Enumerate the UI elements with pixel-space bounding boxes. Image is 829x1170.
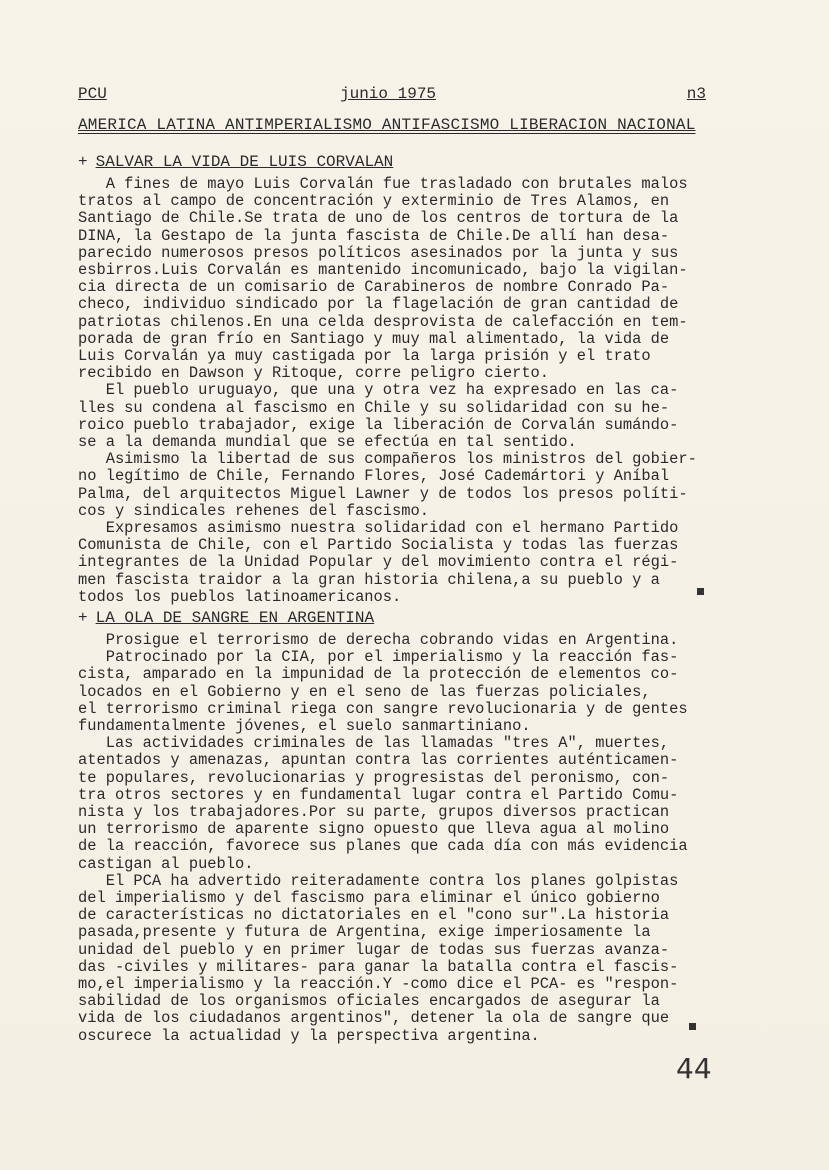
body-line: porada de gran frío en Santiago y muy mal alimentado, la vida de [78, 329, 670, 348]
article1-body [78, 176, 758, 606]
body-line: oscurece la actualidad y la perspectiva argentina. [78, 1026, 540, 1045]
body-line: Prosigue el terrorismo de derecha cobrando vidas en Argentina. [78, 631, 679, 649]
body-line: no legítimo de Chile, Fernando Flores, José Cademártori y Aníbal [78, 467, 670, 486]
body-line: del imperialismo y del fascismo para eliminar el único gobierno [78, 889, 660, 908]
body-line: A fines de mayo Luis Corvalán fue trasladado con brutales malos [78, 175, 688, 193]
article1-heading [78, 152, 393, 172]
body-line: recibido en Dawson y Ritoque, corre peligro cierto. [78, 364, 550, 383]
body-line: todos los pueblos latinoamericanos. [78, 587, 402, 606]
body-line: castigan al pueblo. [78, 854, 254, 873]
body-line: Las actividades criminales de las llamadas "tres A", muertes, [78, 734, 670, 753]
body-line: vida de los ciudadanos argentinos", detener la ola de sangre que [78, 1009, 670, 1028]
body-line: sabilidad de los organismos oficiales encargados de asegurar la [78, 992, 660, 1011]
body-line: lles su condena al fascismo en Chile y su solidaridad con su he- [78, 398, 670, 417]
header-publication: PCU [78, 85, 107, 103]
body-line: tra otros sectores y en fundamental lugar contra el Partido Comu- [78, 785, 679, 804]
article2-body [78, 632, 758, 1045]
body-line: de la reacción, favorece sus planes que cada día con más evidencia [78, 837, 688, 856]
body-line: locados en el Gobierno y en el seno de las fuerzas policiales, [78, 682, 651, 701]
header-issue-number: n3 [686, 85, 706, 103]
body-line: Comunista de Chile, con el Partido Socialista y todas las fuerzas [78, 536, 679, 555]
body-line: se a la demanda mundial que se efectúa en tal sentido. [78, 433, 577, 452]
body-line: mo,el imperialismo y la reacción.Y -como dice el PCA- es "respon- [78, 975, 679, 994]
body-line: te populares, revolucionarias y progresistas del peronismo, con- [78, 768, 670, 787]
header-date: junio 1975 [340, 85, 437, 103]
article1-end-mark [697, 588, 704, 595]
body-line: un terrorismo de aparente signo opuesto que lleva agua al molino [78, 820, 670, 839]
section-title: AMERICA LATINA ANTIMPERIALISMO ANTIFASCISMO LIBERACION NACIONAL [78, 116, 696, 134]
body-line: atentados y amenazas, apuntan contra las corrientes auténticamen- [78, 751, 679, 770]
body-line: el terrorismo criminal riega con sangre revolucionaria y de gentes [78, 699, 688, 718]
article2-end-mark [689, 1023, 696, 1030]
body-line: tratos al campo de concentración y exterminio de Tres Alamos, en [78, 192, 670, 211]
body-line: pasada,presente y futura de Argentina, exige imperiosamente la [78, 923, 651, 942]
article2-title: LA OLA DE SANGRE EN ARGENTINA [95, 609, 375, 627]
body-line: de características no dictatoriales en el "cono sur".La historia [78, 906, 670, 925]
body-line: Asimismo la libertad de sus compañeros los ministros del gobier- [78, 450, 697, 469]
body-line: cos y sindicales rehenes del fascismo. [78, 501, 429, 520]
body-line: El pueblo uruguayo, que una y otra vez ha expresado en las ca- [78, 381, 679, 400]
body-line: parecido numerosos presos políticos asesinados por la junta y sus [78, 243, 679, 262]
body-line: nista y los trabajadores.Por su parte, grupos diversos practican [78, 803, 670, 822]
body-line: El PCA ha advertido reiteradamente contra los planes golpistas [78, 871, 679, 890]
body-line: integrantes de la Unidad Popular y del movimiento contra el régi- [78, 553, 679, 572]
body-line: Patrocinado por la CIA, por el imperialismo y la reacción fas- [78, 648, 679, 667]
article2-heading [78, 608, 374, 628]
body-line: cista, amparado en la impunidad de la protección de elementos co- [78, 665, 679, 684]
body-line: DINA, la Gestapo de la junta fascista de Chile.De allí han desa- [78, 226, 670, 245]
article2-bullet: + [78, 609, 88, 627]
body-line: Palma, del arquitectos Miguel Lawner y de todos los presos políti- [78, 484, 688, 503]
body-line: men fascista traidor a la gran historia chilena,a su pueblo y a [78, 570, 660, 589]
article1-bullet: + [78, 153, 88, 171]
body-line: patriotas chilenos.En una celda desprovista de calefacción en tem- [78, 312, 688, 331]
body-line: cia directa de un comisario de Carabineros de nombre Conrado Pa- [78, 278, 670, 297]
page-number: 44 [676, 1052, 712, 1085]
page-header [78, 84, 706, 104]
body-line: esbirros.Luis Corvalán es mantenido incomunicado, bajo la vigilan- [78, 261, 688, 280]
body-line: unidad del pueblo y en primer lugar de todas sus fuerzas avanza- [78, 940, 670, 959]
body-line: checo, individuo sindicado por la flagelación de gran cantidad de [78, 295, 679, 314]
body-line: Luis Corvalán ya muy castigada por la larga prisión y el trato [78, 347, 651, 366]
body-line: Santiago de Chile.Se trata de uno de los centros de tortura de la [78, 209, 679, 228]
body-line: das -civiles y militares- para ganar la batalla contra el fascis- [78, 957, 679, 976]
body-line: Expresamos asimismo nuestra solidaridad con el hermano Partido [78, 519, 679, 538]
body-line: roico pueblo trabajador, exige la liberación de Corvalán sumándo- [78, 415, 679, 434]
article1-title: SALVAR LA VIDA DE LUIS CORVALAN [95, 153, 394, 171]
body-line: fundamentalmente jóvenes, el suelo sanmartiniano. [78, 717, 531, 736]
